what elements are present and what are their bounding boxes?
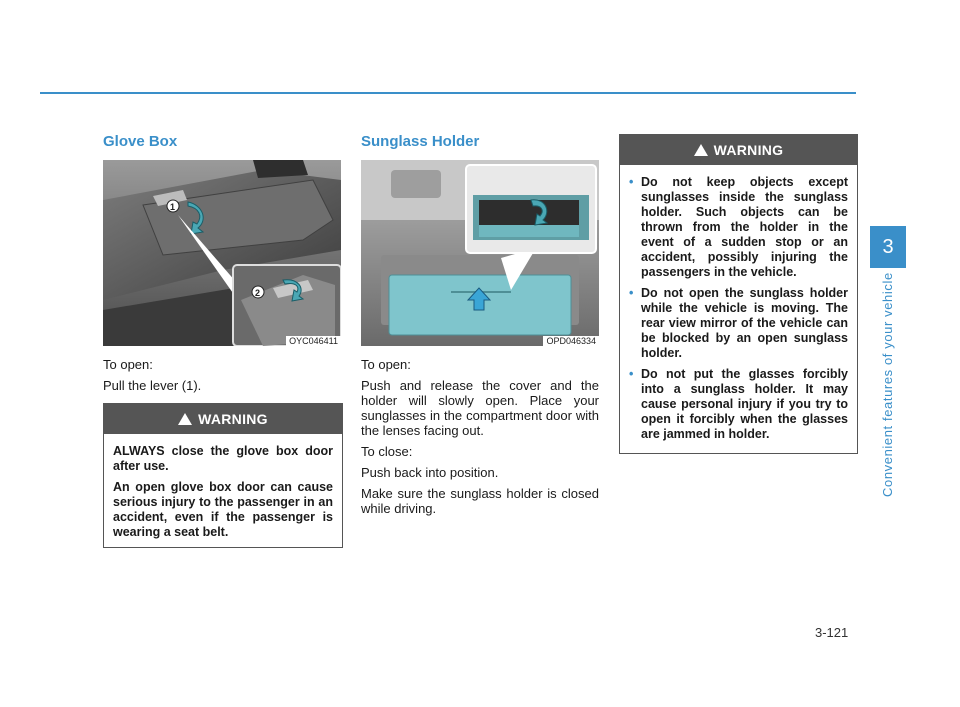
- glove-box-warning: [103, 403, 343, 548]
- chapter-title: Convenient features of your vehicle: [880, 272, 895, 497]
- warning-body: [104, 434, 342, 554]
- warning-icon: [694, 144, 708, 156]
- warning-heading: WARNING: [713, 142, 784, 158]
- sunglass-holder-text: [361, 357, 599, 522]
- warning-bullet-text: Do not put the glasses forcibly into a sunglass holder. It may cause personal injury if you try to open it forcibly when the glasses are jammed in holder.: [641, 367, 848, 441]
- warning-body: [620, 165, 857, 456]
- sunglass-holder-title: Sunglass Holder: [361, 133, 480, 150]
- warning-paragraph: An open glove box door can cause serious injury to the passenger in an accident, even if the passenger is wearing a seat belt.: [113, 480, 333, 539]
- sunglass-holder-figure-code: OPD046334: [543, 336, 599, 346]
- warning-heading: WARNING: [198, 411, 268, 427]
- warning-bullet-text: Do not keep objects except sunglasses inside the sunglass holder. Such objects can be thrown from the holder in the event of a sudden stop or an accident, possibly injuring the passengers in the vehicle.: [641, 175, 848, 279]
- sunglass-text-line: To open:: [361, 357, 411, 372]
- bullet-icon: •: [629, 367, 634, 381]
- warning-bullet-list: [629, 175, 848, 442]
- glove-box-figure: [103, 160, 341, 346]
- warning-bullet: [629, 367, 848, 442]
- glove-box-text: [103, 357, 341, 399]
- glove-box-illustration: [103, 160, 341, 346]
- sunglass-holder-warning: [619, 134, 858, 454]
- warning-header: [620, 135, 857, 165]
- header-rule: [40, 92, 856, 94]
- sunglass-holder-illustration: [361, 160, 599, 346]
- warning-paragraph: ALWAYS close the glove box door after use.: [113, 444, 333, 473]
- chapter-tab: 3: [870, 226, 906, 268]
- sunglass-holder-figure: [361, 160, 599, 346]
- warning-bullet-text: Do not open the sunglass holder while the vehicle is moving. The rear view mirror of the vehicle can be blocked by an open sunglass holder.: [641, 286, 848, 360]
- sunglass-text-line: Push back into position.: [361, 465, 499, 480]
- callout-2-label: 2: [255, 288, 261, 298]
- warning-bullet: [629, 286, 848, 361]
- glove-box-title: Glove Box: [103, 133, 178, 150]
- glove-box-text-line: To open:: [103, 357, 153, 372]
- warning-icon: [178, 413, 192, 425]
- page-number: 3-121: [815, 625, 849, 640]
- sunglass-text-line: To close:: [361, 444, 413, 459]
- sunglass-text-line: Make sure the sunglass holder is closed while driving.: [361, 486, 599, 516]
- callout-1-label: 1: [170, 202, 176, 212]
- warning-header: [104, 404, 342, 434]
- bullet-icon: •: [629, 175, 634, 189]
- glove-box-text-line: Pull the lever (1).: [103, 378, 202, 393]
- warning-bullet: [629, 175, 848, 280]
- sunglass-text-line: Push and release the cover and the holder will slowly open. Place your sunglasses in the compartment door with the lenses facing out.: [361, 378, 599, 438]
- bullet-icon: •: [629, 286, 634, 300]
- glove-box-figure-code: OYC046411: [286, 336, 341, 346]
